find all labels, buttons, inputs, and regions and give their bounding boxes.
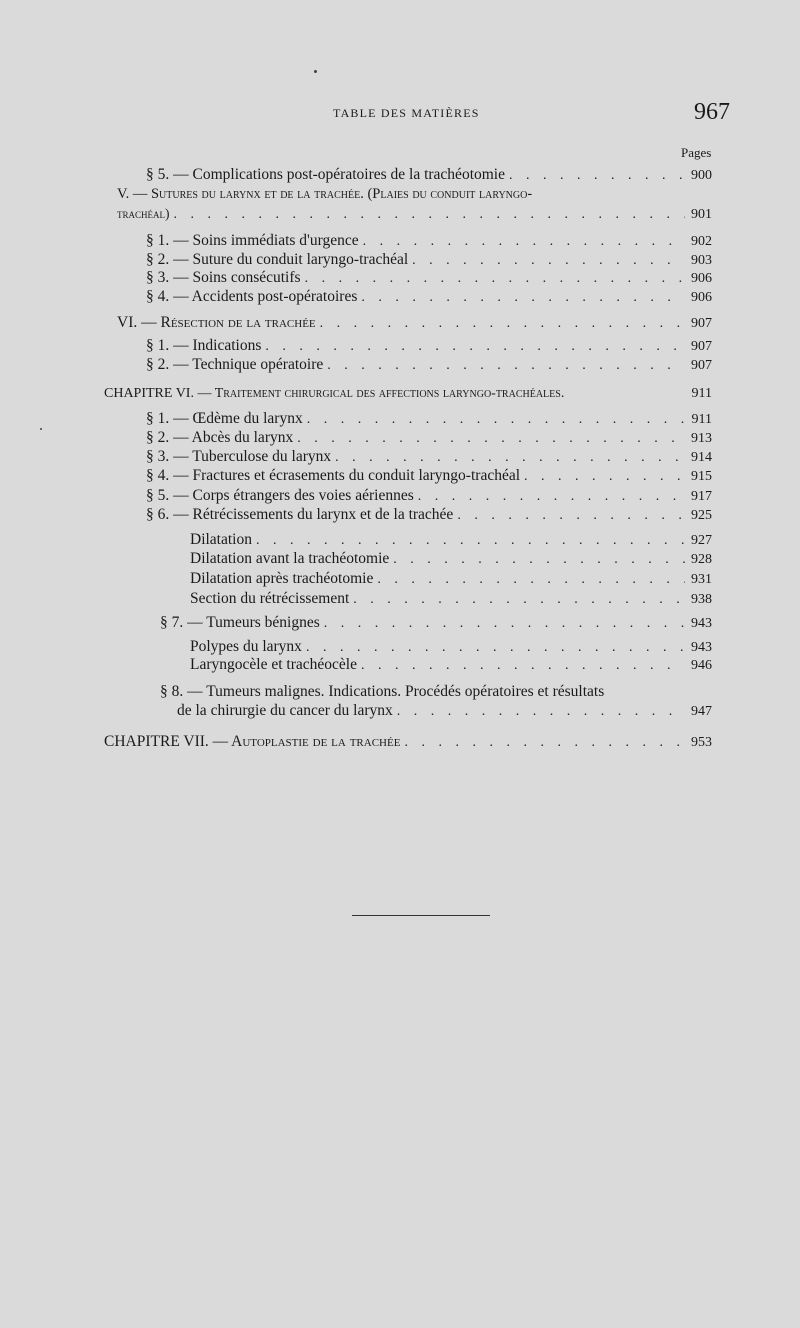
- toc-entry-page: 907: [691, 316, 712, 331]
- toc-entry-text: CHAPITRE VI. — Traitement chirurgical des affections laryngo-trachéales.: [104, 386, 565, 401]
- toc-entry-text: § 7. — Tumeurs bénignes: [160, 614, 320, 631]
- dot-leader: [363, 234, 685, 250]
- toc-entry-text: Dilatation: [190, 531, 252, 548]
- toc-entry-page: 931: [691, 572, 712, 587]
- toc-entry: [146, 251, 712, 271]
- toc-entry-page: 901: [691, 207, 712, 222]
- toc-entry-text: § 5. — Corps étrangers des voies aériennes: [146, 487, 414, 504]
- toc-chapter-entry: [104, 386, 712, 406]
- toc-entry: [146, 410, 712, 430]
- toc-entry-page: 927: [691, 533, 712, 548]
- toc-entry-page: 911: [691, 386, 712, 401]
- toc-entry-page: 928: [691, 552, 712, 567]
- dot-leader: [327, 358, 685, 374]
- toc-entry-page: 917: [691, 489, 712, 504]
- running-title: TABLE DES MATIÈRES: [333, 106, 480, 120]
- dot-leader: [265, 339, 685, 355]
- toc-entry-page: 902: [691, 234, 712, 249]
- toc-entry-page: 943: [691, 640, 712, 655]
- toc-entry-page: 914: [691, 450, 712, 465]
- dot-leader: [353, 592, 685, 608]
- dot-leader: [307, 412, 686, 428]
- toc-entry-text: Dilatation avant la trachéotomie: [190, 550, 390, 567]
- toc-chapter-entry: [104, 733, 712, 753]
- end-rule: [352, 915, 490, 916]
- toc-entry: [177, 702, 712, 722]
- toc-entry-page: 906: [691, 290, 712, 305]
- toc-entry: [146, 506, 712, 526]
- dot-leader: [306, 640, 685, 656]
- toc-entry-page: 947: [691, 704, 712, 719]
- dot-leader: [509, 168, 685, 184]
- toc-entry: [146, 232, 712, 252]
- toc-entry-text: CHAPITRE VII. — Autoplastie de la trachée: [104, 733, 401, 750]
- toc-entry: [160, 614, 712, 634]
- toc-entry-text: trachéal): [117, 206, 170, 221]
- toc-entry-text: de la chirurgie du cancer du larynx: [177, 702, 393, 719]
- toc-entry-text: § 4. — Fractures et écrasements du conduit laryngo-trachéal: [146, 467, 521, 484]
- toc-entry-page: 925: [691, 508, 712, 523]
- toc-entry: [146, 429, 712, 449]
- dot-leader: [404, 735, 685, 751]
- toc-entry-text: Laryngocèle et trachéocèle: [190, 656, 357, 673]
- print-speck: [40, 428, 42, 430]
- toc-entry: [146, 448, 712, 468]
- toc-entry-page: 938: [691, 592, 712, 607]
- dot-leader: [324, 616, 685, 632]
- page-number: 967: [694, 99, 730, 125]
- toc-entry-page: 943: [691, 616, 712, 631]
- toc-entry: [146, 166, 712, 186]
- toc-entry-page: 906: [691, 271, 712, 286]
- dot-leader: [397, 704, 685, 720]
- toc-entry-text: § 3. — Soins consécutifs: [146, 269, 301, 286]
- toc-entry-text: § 1. — Indications: [146, 337, 262, 354]
- toc-entry: [146, 337, 712, 357]
- toc-entry-page: 911: [691, 412, 712, 427]
- dot-leader: [361, 658, 685, 674]
- toc-entry-page: 913: [691, 431, 712, 446]
- toc-entry-page: 946: [691, 658, 712, 673]
- toc-entry-page: 907: [691, 339, 712, 354]
- toc-entry: [117, 206, 712, 226]
- toc-entry-page: 903: [691, 253, 712, 268]
- toc-entry-text: Polypes du larynx: [190, 638, 302, 655]
- dot-leader: [361, 290, 685, 306]
- toc-entry: [146, 288, 712, 308]
- toc-entry: [146, 467, 712, 487]
- toc-entry-text: § 2. — Suture du conduit laryngo-trachéal: [146, 251, 409, 268]
- toc-entry-text: § 1. — Œdème du larynx: [146, 410, 303, 427]
- toc-entry-page: 953: [691, 735, 712, 750]
- toc-entry-text: § 2. — Abcès du larynx: [146, 429, 294, 446]
- toc-entry-text: Dilatation après trachéotomie: [190, 570, 374, 587]
- toc-subentry: [190, 590, 712, 610]
- dot-leader: [457, 508, 685, 524]
- pages-column-label: Pages: [681, 145, 712, 160]
- toc-entry: [146, 269, 712, 289]
- toc-entry: [117, 314, 712, 334]
- toc-entry-page: 915: [691, 469, 712, 484]
- dot-leader: [256, 533, 685, 549]
- toc-subentry: [190, 531, 712, 551]
- dot-leader: [297, 431, 685, 447]
- dot-leader: [320, 316, 685, 332]
- toc-entry-text: § 3. — Tuberculose du larynx: [146, 448, 332, 465]
- toc-subentry: [190, 550, 712, 570]
- toc-entry-text: § 6. — Rétrécissements du larynx et de la trachée: [146, 506, 454, 523]
- toc-subentry: [190, 656, 712, 676]
- dot-leader: [305, 271, 685, 287]
- toc-entry-text-line1: § 8. — Tumeurs malignes. Indications. Procédés opératoires et résultats: [160, 683, 605, 700]
- toc-entry-text: § 1. — Soins immédiats d'urgence: [146, 232, 359, 249]
- toc-entry-text: § 5. — Complications post-opératoires de la trachéotomie: [146, 166, 505, 183]
- toc-subentry: [190, 570, 712, 590]
- dot-leader: [412, 253, 685, 269]
- dot-leader: [335, 450, 685, 466]
- toc-entry: [146, 487, 712, 507]
- toc-entry: [146, 356, 712, 376]
- toc-entry-text: § 4. — Accidents post-opératoires: [146, 288, 358, 305]
- toc-entry-page: 907: [691, 358, 712, 373]
- dot-leader: [377, 572, 685, 588]
- dot-leader: [393, 552, 685, 568]
- dot-leader: [524, 469, 685, 485]
- toc-entry-page: 900: [691, 168, 712, 183]
- toc-entry-text: § 2. — Technique opératoire: [146, 356, 324, 373]
- toc-entry-text: VI. — Résection de la trachée: [117, 314, 316, 331]
- print-speck: [314, 70, 317, 73]
- dot-leader: [174, 207, 686, 223]
- toc-subentry: [190, 638, 712, 658]
- toc-section-heading: V. — Sutures du larynx et de la trachée. (Plaies du conduit laryngo-: [117, 186, 533, 202]
- toc-entry-text: Section du rétrécissement: [190, 590, 350, 607]
- dot-leader: [418, 489, 685, 505]
